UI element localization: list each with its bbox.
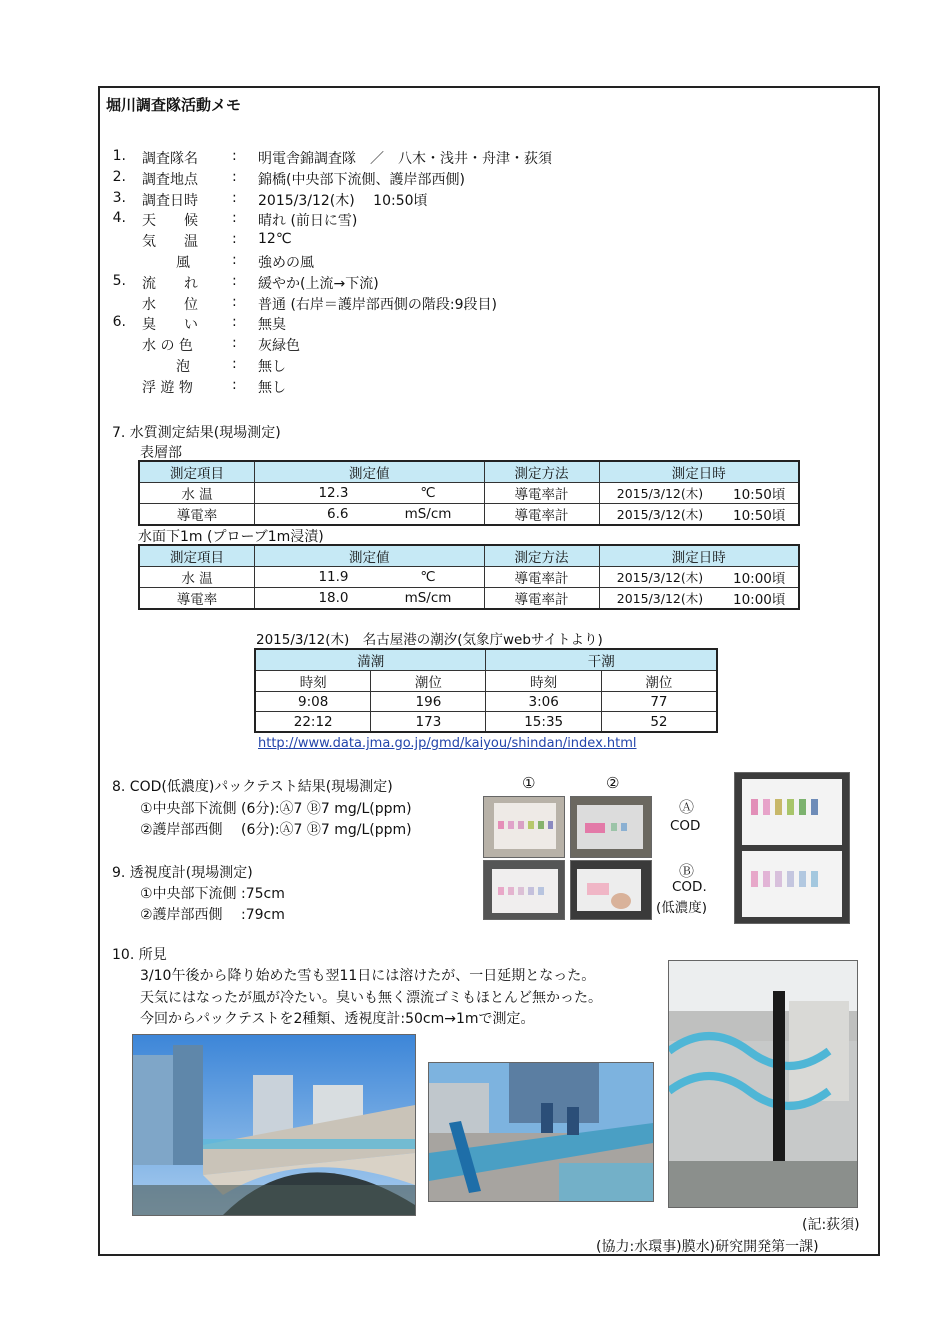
info-label: 流 れ — [142, 275, 198, 292]
info-label: 気 温 — [142, 234, 198, 251]
cell: 196 — [371, 692, 486, 712]
deep-label: 水面下1m (プローブ1m浸漬) — [138, 529, 324, 545]
info-value: 無臭 — [258, 317, 286, 334]
surface-table — [138, 460, 800, 526]
table-row — [255, 692, 717, 712]
table-row — [139, 504, 799, 526]
surface-label: 表層部 — [140, 445, 182, 461]
cell: 導電率計 — [484, 567, 599, 588]
photo-label-2: ② — [606, 774, 620, 792]
col-value: 測定値 — [255, 461, 485, 483]
a-mark: Ⓐ — [679, 798, 695, 816]
cell: ℃ — [373, 567, 485, 588]
cell: 12.3 — [255, 483, 373, 504]
findings-line-3: 今回からパックテストを2種類、透視度計:50cm→1mで測定。 — [140, 1011, 535, 1027]
bridge-photo — [132, 1034, 416, 1216]
info-number: 2. — [112, 168, 126, 185]
cell: 導電率計 — [484, 588, 599, 610]
transparency-heading: 9. 透視度計(現場測定) — [112, 865, 253, 881]
cell: 2015/3/12(木) — [599, 588, 720, 610]
info-label: 浮 遊 物 — [142, 379, 193, 396]
info-colon: : — [232, 168, 237, 185]
col-value: 測定値 — [255, 545, 485, 567]
cell: 6.6 — [255, 504, 373, 526]
cod-line-1: ①中央部下流側 (6分):Ⓐ7 Ⓑ7 mg/L(ppm) — [140, 801, 412, 817]
info-colon: : — [232, 335, 237, 352]
info-label: 水 の 色 — [142, 338, 193, 355]
col-datetime: 測定日時 — [599, 461, 799, 483]
cell: 173 — [371, 712, 486, 733]
jma-link[interactable]: http://www.data.jma.go.jp/gmd/kaiyou/shindan/index.html — [258, 736, 637, 751]
cell: ℃ — [373, 483, 485, 504]
table-header-row — [139, 461, 799, 483]
investigators-photo — [428, 1062, 654, 1202]
info-colon: : — [232, 252, 237, 268]
cell: 3:06 — [486, 692, 601, 712]
info-value: 無し — [258, 379, 286, 396]
cell: 9:08 — [255, 692, 371, 712]
col-item: 測定項目 — [139, 461, 255, 483]
info-number: 1. — [112, 148, 126, 164]
cell: 導電率 — [139, 588, 255, 610]
table-row — [139, 567, 799, 588]
info-label: 臭 い — [142, 317, 198, 334]
info-value: 緩やか(上流→下流) — [258, 275, 379, 292]
info-value: 灰緑色 — [258, 338, 300, 355]
packtest-photo-1b — [483, 860, 565, 920]
info-number: 6. — [112, 314, 126, 331]
cell: 2015/3/12(木) — [599, 567, 720, 588]
info-colon: : — [232, 314, 237, 331]
cell: 10:50頃 — [720, 483, 799, 504]
cell: 時刻 — [255, 671, 371, 692]
tide-table — [254, 648, 718, 733]
info-number: 4. — [112, 210, 126, 227]
photo-label-1: ① — [522, 774, 536, 792]
cell: 導電率計 — [484, 504, 599, 526]
packtest-photo-2a — [570, 796, 652, 858]
info-label: 調査日時 — [142, 192, 198, 209]
cell: 水 温 — [139, 483, 255, 504]
a-label: COD — [670, 818, 701, 834]
table-row — [255, 712, 717, 733]
info-colon: : — [232, 272, 237, 289]
info-label: 調査隊名 — [142, 151, 198, 167]
transparency-line-1: ①中央部下流側 :75cm — [140, 886, 285, 902]
info-label: 風 — [176, 255, 190, 271]
packtest-photo-2b — [570, 860, 652, 920]
cell: 15:35 — [486, 712, 601, 733]
cell: 10:50頃 — [720, 504, 799, 526]
credit-author: (記:荻須) — [802, 1217, 860, 1233]
info-value: 錦橋(中央部下流側、護岸部西側) — [258, 171, 465, 188]
cell: 水 温 — [139, 567, 255, 588]
findings-line-1: 3/10午後から降り始めた雪も翌11日には溶けたが、一日延期となった。 — [140, 968, 596, 984]
cell: 11.9 — [255, 567, 373, 588]
info-colon: : — [232, 356, 237, 372]
cell: 導電率 — [139, 504, 255, 526]
info-label: 水 位 — [142, 296, 198, 313]
cell: 導電率計 — [484, 483, 599, 504]
info-value: 無し — [258, 359, 286, 375]
findings-heading: 10. 所見 — [112, 947, 167, 963]
info-number: 3. — [112, 189, 126, 206]
info-value: 2015/3/12(木) 10:50頃 — [258, 192, 428, 209]
cell: 10:00頃 — [720, 588, 799, 610]
col-item: 測定項目 — [139, 545, 255, 567]
cell: mS/cm — [373, 588, 485, 610]
info-label: 天 候 — [142, 213, 198, 230]
table-header-row — [255, 649, 717, 671]
cell: 時刻 — [486, 671, 601, 692]
table-row — [139, 588, 799, 610]
cell: 18.0 — [255, 588, 373, 610]
info-value: 晴れ (前日に雪) — [258, 213, 358, 230]
cell: 潮位 — [601, 671, 717, 692]
col-datetime: 測定日時 — [599, 545, 799, 567]
info-number: 5. — [112, 272, 126, 289]
b-label-1: COD. — [672, 879, 707, 895]
high-tide-header: 満潮 — [255, 649, 486, 671]
water-quality-heading: 7. 水質測定結果(現場測定) — [112, 425, 281, 441]
cell: 2015/3/12(木) — [599, 504, 720, 526]
cod-reference-chart-photo — [734, 772, 850, 924]
info-value: 強めの風 — [258, 255, 314, 271]
info-value: 12℃ — [258, 231, 292, 248]
credit-cooperation: (協力:水環事)膜水)研究開発第一課) — [596, 1239, 819, 1255]
deep-table — [138, 544, 800, 610]
cell: 52 — [601, 712, 717, 733]
cell: 22:12 — [255, 712, 371, 733]
cod-heading: 8. COD(低濃度)パックテスト結果(現場測定) — [112, 779, 393, 795]
cell: 2015/3/12(木) — [599, 483, 720, 504]
info-colon: : — [232, 148, 237, 164]
cell: 潮位 — [371, 671, 486, 692]
col-method: 測定方法 — [484, 545, 599, 567]
cod-line-2: ②護岸部西側 (6分):Ⓐ7 Ⓑ7 mg/L(ppm) — [140, 822, 412, 838]
table-header-row — [139, 545, 799, 567]
tide-caption: 2015/3/12(木) 名古屋港の潮汐(気象庁webサイトより) — [256, 632, 603, 648]
cell: mS/cm — [373, 504, 485, 526]
table-subheader-row — [255, 671, 717, 692]
transparency-line-2: ②護岸部西側 :79cm — [140, 907, 285, 923]
railing-probe-photo — [668, 960, 858, 1208]
info-colon: : — [232, 293, 237, 310]
page-title: 堀川調査隊活動メモ — [106, 96, 242, 114]
info-colon: : — [232, 189, 237, 206]
info-value: 普通 (右岸＝護岸部西側の階段:9段目) — [258, 296, 497, 313]
low-tide-header: 干潮 — [486, 649, 717, 671]
col-method: 測定方法 — [484, 461, 599, 483]
info-label: 調査地点 — [142, 171, 198, 188]
info-value: 明電舎錦調査隊 ／ 八木・浅井・舟津・荻須 — [258, 151, 552, 167]
info-label: 泡 — [176, 359, 190, 375]
cell: 10:00頃 — [720, 567, 799, 588]
cell: 77 — [601, 692, 717, 712]
info-colon: : — [232, 231, 237, 248]
b-label-2: (低濃度) — [656, 900, 708, 916]
table-row — [139, 483, 799, 504]
b-mark: Ⓑ — [679, 862, 695, 880]
info-colon: : — [232, 210, 237, 227]
packtest-photo-1a — [483, 796, 565, 858]
findings-line-2: 天気にはなったが風が冷たい。臭いも無く漂流ゴミもほとんど無かった。 — [140, 990, 602, 1006]
info-colon: : — [232, 376, 237, 393]
